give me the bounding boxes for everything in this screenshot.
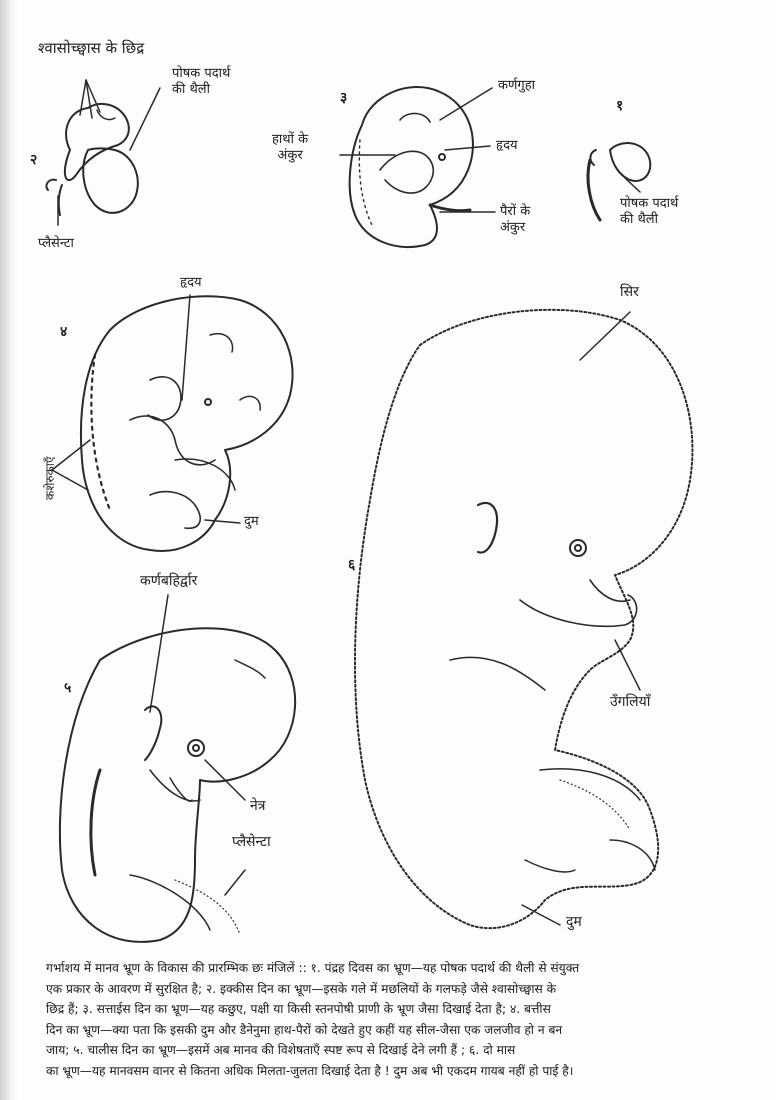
figure-caption [46, 958, 696, 1081]
caption-line: जाय; ५. चालीस दिन का भ्रूण—इसमें अब मानव की विशेषताएँ स्पष्ट रूप से दिखाई देने लगी हैं ; ६. दो मास [46, 1043, 516, 1057]
figure-number-5: ५ [64, 680, 72, 696]
fig4-heart-label: हृदय [180, 275, 202, 290]
fig3-foot-buds-label: पैरों के अंकुर [500, 204, 531, 235]
embryo-figure-2 [46, 104, 137, 215]
caption-line: एक प्रकार के आवरण में सुरक्षित है; २. इक्कीस दिन का भ्रूण—इसके गले में मछलियों के गलफड़े जैसे श्वासोच्छ्वास के [46, 981, 557, 996]
fig4-tail-label: दुम [244, 514, 259, 529]
caption-line: का भ्रूण—यह मानवसम वानर से कितना अधिक मिलता-जुलता दिखाई देता है ! दुम अब भी एकदम गायब नहीं हो पाई है। [46, 1063, 574, 1078]
fig6-tail-label: दुम [566, 914, 582, 930]
fig3-hand-buds-label: हाथों के अंकुर [272, 132, 309, 163]
fig2-yolk-sac-label: पोषक पदार्थ की थैली [172, 66, 231, 97]
fig5-placenta-label: प्लैसेन्टा [232, 834, 271, 850]
fig5-outer-ear-label: कर्णबहिर्द्वार [140, 573, 198, 589]
fig6-fingers-label: उँगलियाँ [610, 694, 651, 710]
embryo-figure-6 [355, 310, 692, 928]
figure-number-1: १ [616, 98, 624, 114]
fig3-ear-cavity-label: कर्णगुहा [498, 78, 535, 93]
fig5-eye-label: नेत्र [250, 798, 266, 814]
figure-number-6: ६ [348, 557, 356, 573]
embryo-figure-5 [60, 628, 295, 942]
fig3-heart-label: हृदय [496, 138, 518, 153]
fig6-head-label: सिर [620, 284, 639, 300]
caption-line: गर्भाशय में मानव भ्रूण के विकास की प्रारम्भिक छः मंजिलें :: १. पंद्रह दिवस का भ्रूण—यह पोषक पदार्थ की थैली से संयुक्त [46, 961, 580, 975]
fig4-vertebrae-label: कशेरुकाएँ [43, 456, 57, 500]
fig2-placenta-label: प्लैसेन्टा [38, 236, 74, 251]
fig1-yolk-sac-label: पोषक पदार्थ की थैली [620, 196, 679, 227]
gill-slits-heading: श्वासोच्छ्वास के छिद्र [38, 39, 145, 57]
caption-line: छिद्र हैं; ३. सत्ताईस दिन का भ्रूण—यह कछुए, पक्षी या किसी स्तनपोषी प्राणी के भ्रूण जैसा दिखाई देता है; ४. बत्तीस [46, 1002, 551, 1016]
figure-number-4: ४ [60, 324, 68, 340]
figure-number-2: २ [30, 152, 38, 168]
caption-line: दिन का भ्रूण—क्या पता कि इसकी दुम और डैनेनुमा हाथ-पैरों को देखते हुए कहीं यह सील-जैसा एक जलजीव हो न बन [46, 1022, 563, 1037]
figure-number-3: ३ [340, 90, 348, 106]
